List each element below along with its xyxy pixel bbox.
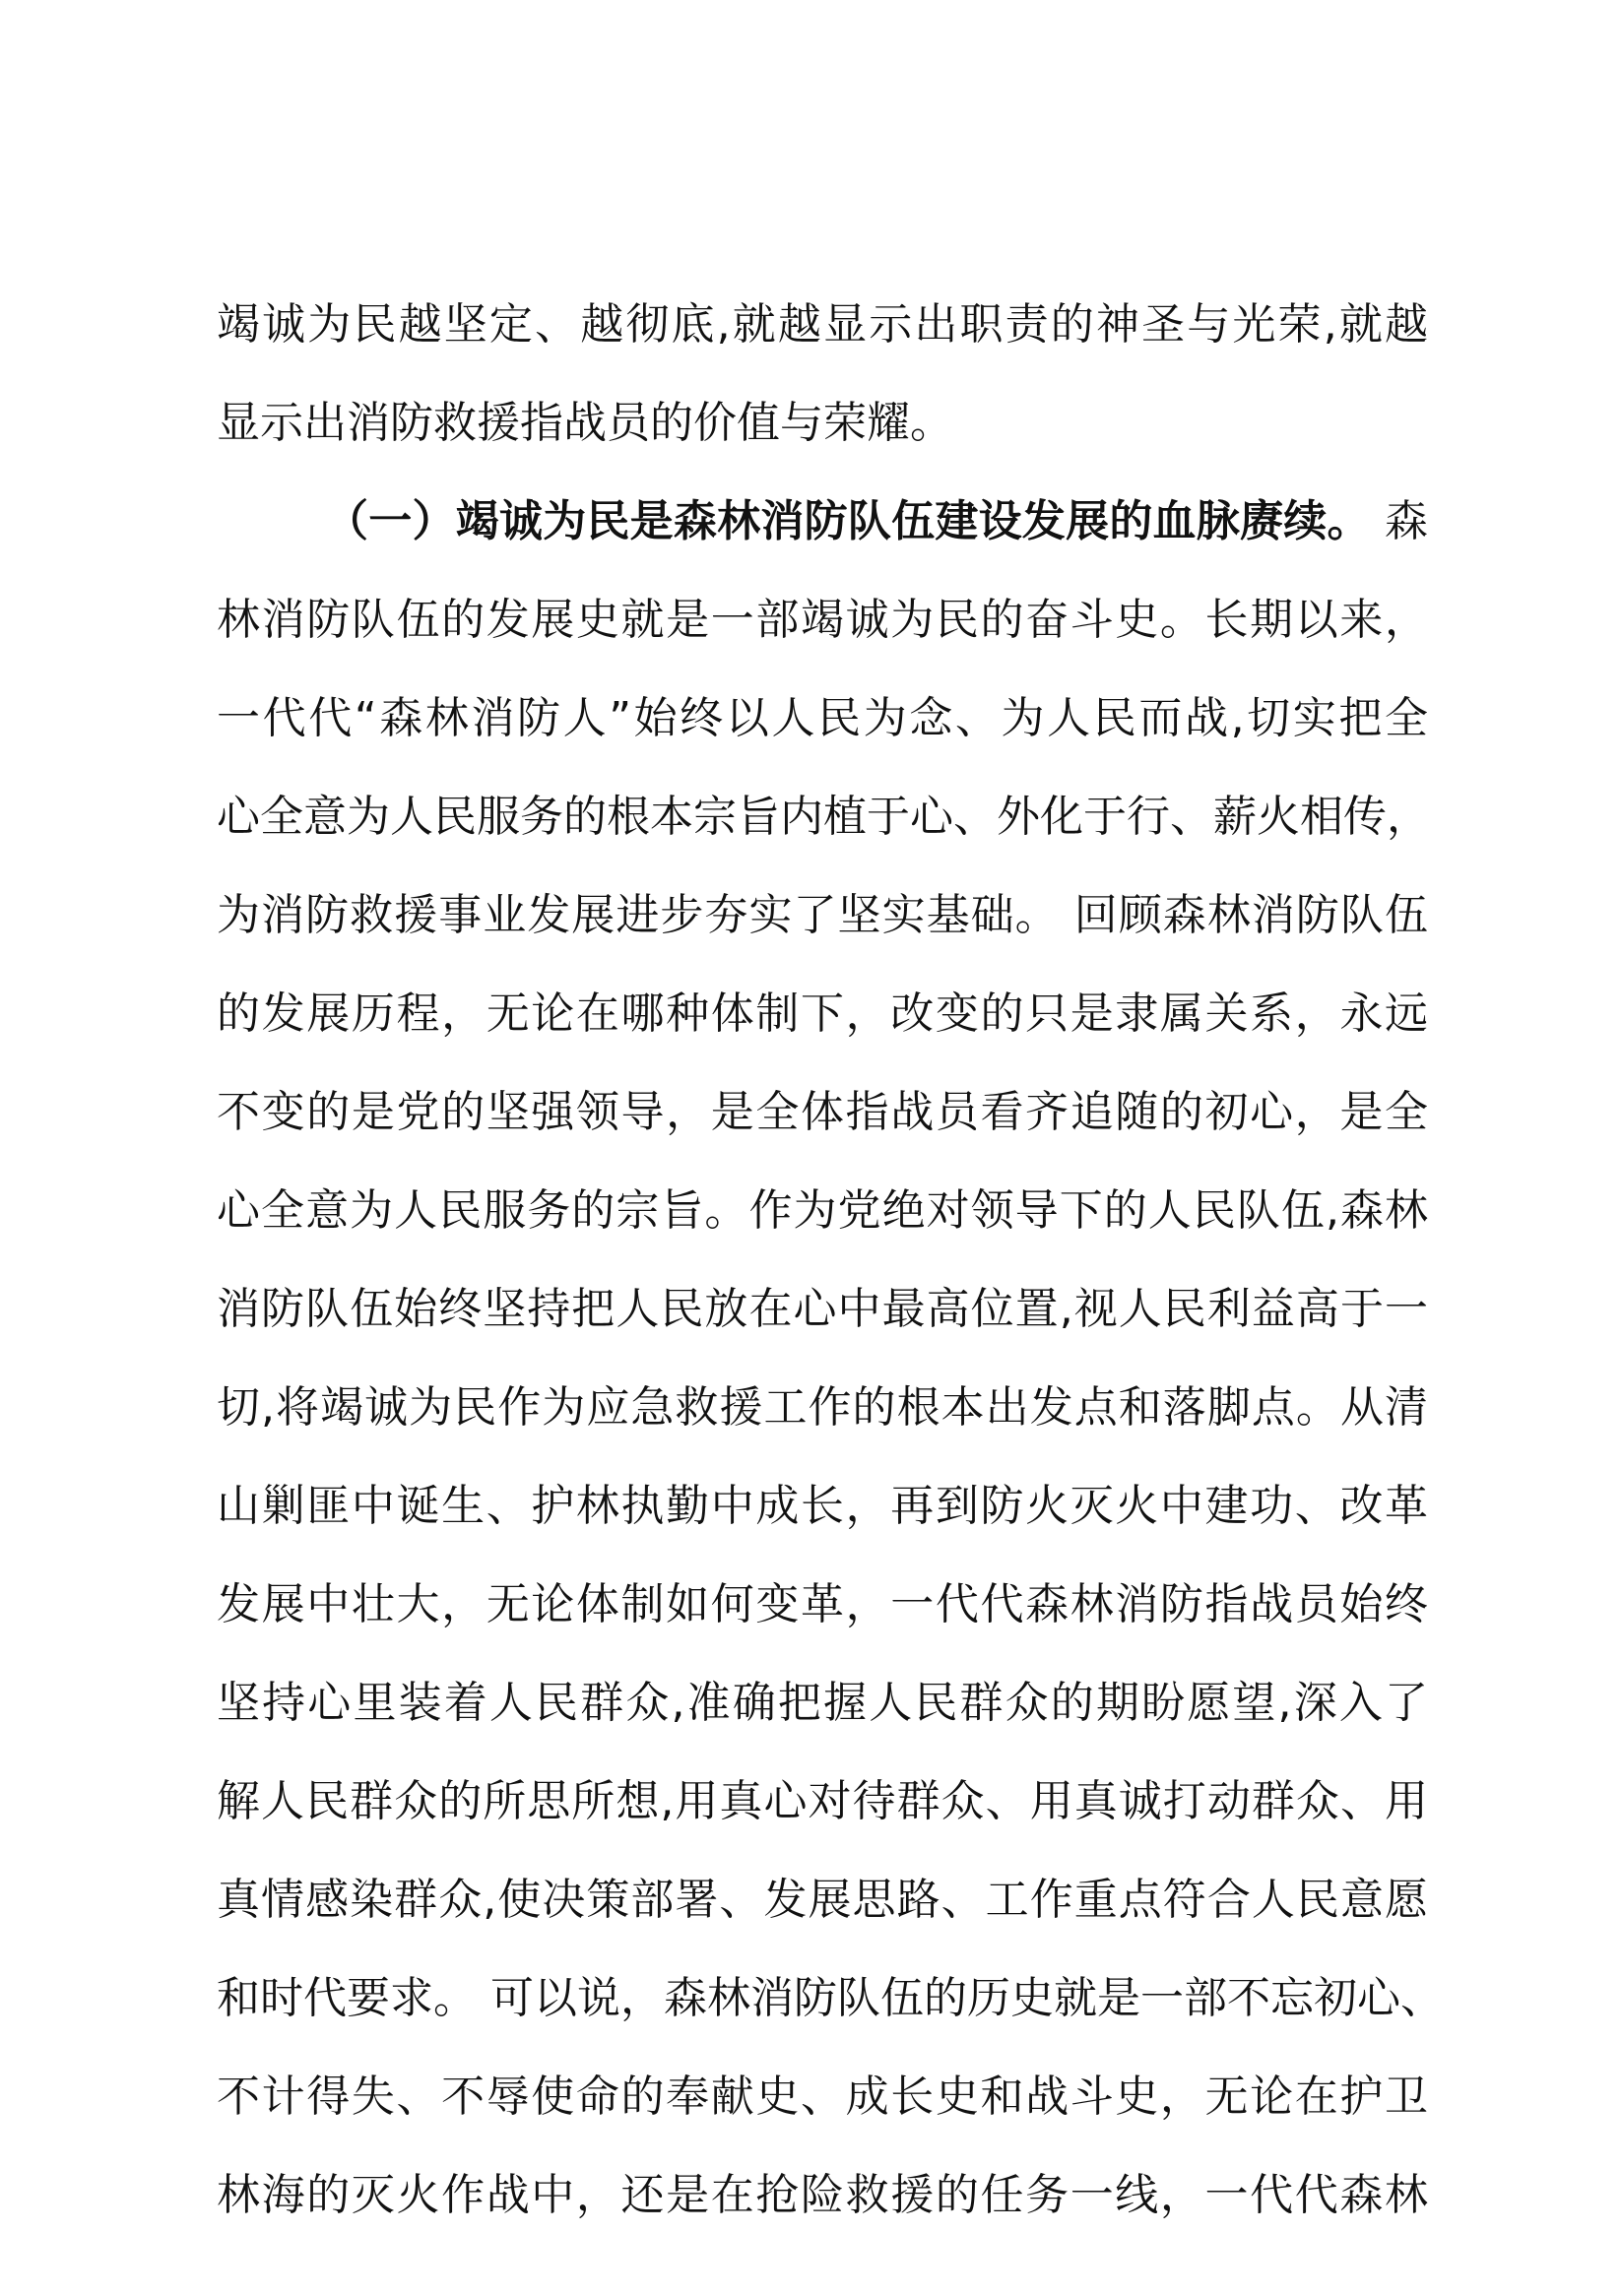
section-heading-bold: （一）竭诚为民是森林消防队伍建设发展的血脉赓续。 (325, 496, 1371, 546)
paragraph-line: 消防队伍始终坚持把人民放在心中最高位置,视人民利益高于一 (217, 1284, 1428, 1334)
paragraph-line: 解人民群众的所思所想,用真心对待群众、用真诚打动群众、用 (217, 1776, 1428, 1826)
paragraph-line: 发展中壮大，无论体制如何变革，一代代森林消防指战员始终 (217, 1579, 1428, 1629)
paragraph-line: 真情感染群众,使决策部署、发展思路、工作重点符合人民意愿 (217, 1875, 1428, 1925)
paragraph-line: 心全意为人民服务的根本宗旨内植于心、外化于行、薪火相传， (217, 792, 1430, 842)
paragraph-line: 山剿匪中诞生、护林执勤中成长，再到防火灭火中建功、改革 (217, 1481, 1428, 1531)
paragraph-line: 显示出消防救援指战员的价值与荣耀。 (217, 398, 953, 448)
paragraph-line: 林海的灭火作战中，还是在抢险救援的任务一线，一代代森林 (217, 2170, 1428, 2220)
paragraph-line: 不计得失、不辱使命的奉献史、成长史和战斗史，无论在护卫 (217, 2072, 1428, 2122)
paragraph-line: 坚持心里装着人民群众,准确把握人民群众的期盼愿望,深入了 (217, 1678, 1428, 1728)
paragraph-line: 为消防救援事业发展进步夯实了坚实基础。 回顾森林消防队伍 (217, 890, 1428, 940)
paragraph-line: 的发展历程，无论在哪种体制下，改变的只是隶属关系，永远 (217, 989, 1428, 1039)
paragraph-line: 林消防队伍的发展史就是一部竭诚为民的奋斗史。长期以来， (217, 595, 1428, 645)
section-heading-tail: 森 (1385, 496, 1428, 546)
paragraph-line: 和时代要求。 可以说，森林消防队伍的历史就是一部不忘初心、 (217, 1973, 1444, 2023)
section-heading (325, 482, 1428, 561)
paragraph-line: 一代代“森林消防人”始终以人民为念、为人民而战,切实把全 (217, 693, 1428, 743)
paragraph-line: 不变的是党的坚强领导，是全体指战员看齐追随的初心，是全 (217, 1087, 1428, 1137)
paragraph-line: 心全意为人民服务的宗旨。作为党绝对领导下的人民队伍,森林 (217, 1185, 1428, 1236)
paragraph-line: 竭诚为民越坚定、越彻底,就越显示出职责的神圣与光荣,就越 (217, 299, 1428, 350)
paragraph-line: 切,将竭诚为民作为应急救援工作的根本出发点和落脚点。从清 (217, 1382, 1428, 1433)
